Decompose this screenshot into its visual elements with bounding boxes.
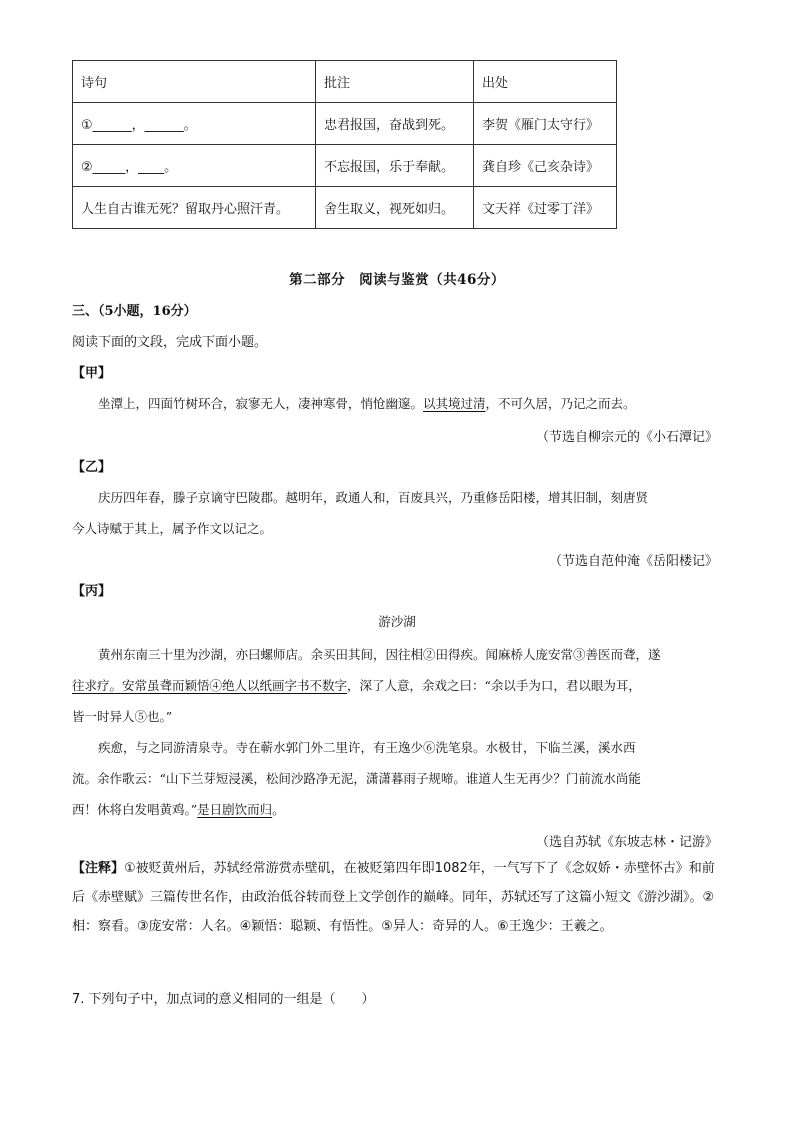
subsection-title: 三、（5小题，16分） <box>72 304 197 319</box>
passage-label-bing: 【丙】 <box>72 584 112 599</box>
bing-p1-line2-rest: ，深了人意，余戏之曰：“余以手为口，君以眼为耳， <box>347 678 641 693</box>
passage-bing-p2-line2: 流。余作歌云：“山下兰芽短浸溪，松间沙路净无泥，潇潇暮雨子规啼。谁道人生无再少？门前流水尚能 <box>72 771 641 786</box>
annotation-label: 【注释】 <box>72 861 125 876</box>
bing-p2-line3-after: 。 <box>272 802 285 817</box>
table-header-row <box>73 61 617 103</box>
passage-bing-p2-line3 <box>72 794 720 825</box>
bing-underlined-phrase: 是日剧饮而归 <box>197 802 273 817</box>
passage-jia-source: （节选自柳宗元的《小石潭记》 <box>535 430 718 445</box>
table-row <box>73 103 617 145</box>
passage-bing-p1-line3: 皆一时异人⑤也。” <box>72 709 173 724</box>
table-cell: ①______，______。 <box>73 103 316 145</box>
passage-bing-source: （选自苏轼《东坡志林・记游》 <box>535 835 718 850</box>
jia-underlined-phrase: 以其境过清 <box>423 396 486 411</box>
instruction-text: 阅读下面的文段，完成下面小题。 <box>72 335 268 350</box>
passage-jia-text <box>72 388 720 419</box>
table-header-cell: 诗句 <box>73 61 316 103</box>
bing-underlined-sentence: 往求疗。安常虽聋而颖悟④绝人以纸画字书不数字 <box>72 678 348 693</box>
bing-p2-line3-before: 西！休将白发唱黄鸡。” <box>72 802 198 817</box>
table-header-cell: 批注 <box>316 61 474 103</box>
jia-text-before: 坐潭上，四面竹树环合，寂寥无人，凄神寒骨，悄怆幽邃。 <box>98 396 424 411</box>
table-cell: 文天祥《过零丁洋》 <box>474 187 617 229</box>
table-header-cell: 出处 <box>474 61 617 103</box>
annotation-text: ①被贬黄州后，苏轼经常游赏赤壁矶，在被贬第四年即1082年，一气写下了《念奴娇・赤壁怀古》和前后《赤壁赋》三篇传世名作，由政治低谷转而登上文学创作的巅峰。同年，苏轼还写了这篇小短文《游沙湖》。②相：察看。③庞安常：人名。④颖悟：聪颖、有悟性。⑤异人：奇异的人。⑥王逸少：王羲之。 <box>72 861 715 934</box>
table-row <box>73 145 617 187</box>
question-7: 7. 下列句子中，加点词的意义相同的一组是（ ） <box>72 992 375 1007</box>
poem-table <box>72 60 617 229</box>
jia-text-after: ，不可久居，乃记之而去。 <box>485 396 636 411</box>
table-cell: 李贺《雁门太守行》 <box>474 103 617 145</box>
passage-bing-title: 游沙湖 <box>378 614 416 629</box>
table-row <box>73 187 617 229</box>
section-heading: 第二部分 阅读与鉴赏（共46分） <box>289 272 505 288</box>
table-cell: 龚自珍《己亥杂诗》 <box>474 145 617 187</box>
passage-label-jia: 【甲】 <box>72 366 112 381</box>
passage-bing-p1-line1: 黄州东南三十里为沙湖，亦曰螺师店。余买田其间，因往相②田得疾。闻麻桥人庞安常③善医而聋，遂 <box>98 647 661 662</box>
table-cell: 忠君报国，奋战到死。 <box>316 103 474 145</box>
passage-bing-p2-line1: 疾愈，与之同游清泉寺。寺在蕲水郭门外二里许，有王逸少⑥洗笔泉。水极甘，下临兰溪，溪水西 <box>98 740 636 755</box>
passage-yi-line2: 今人诗赋于其上，属予作文以记之。 <box>72 521 273 536</box>
passage-bing-p1-line2 <box>72 670 720 701</box>
annotation-block <box>72 854 722 941</box>
table-cell: 人生自古谁无死？留取丹心照汗青。 <box>73 187 316 229</box>
table-cell: ②_____，____。 <box>73 145 316 187</box>
table-cell: 舍生取义，视死如归。 <box>316 187 474 229</box>
table-cell: 不忘报国，乐于奉献。 <box>316 145 474 187</box>
passage-label-yi: 【乙】 <box>72 460 112 475</box>
passage-yi-source: （节选自范仲淹《岳阳楼记》 <box>548 554 718 569</box>
passage-yi-line1: 庆历四年春，滕子京谪守巴陵郡。越明年，政通人和，百废具兴，乃重修岳阳楼，增其旧制，刻唐贤 <box>98 490 649 505</box>
